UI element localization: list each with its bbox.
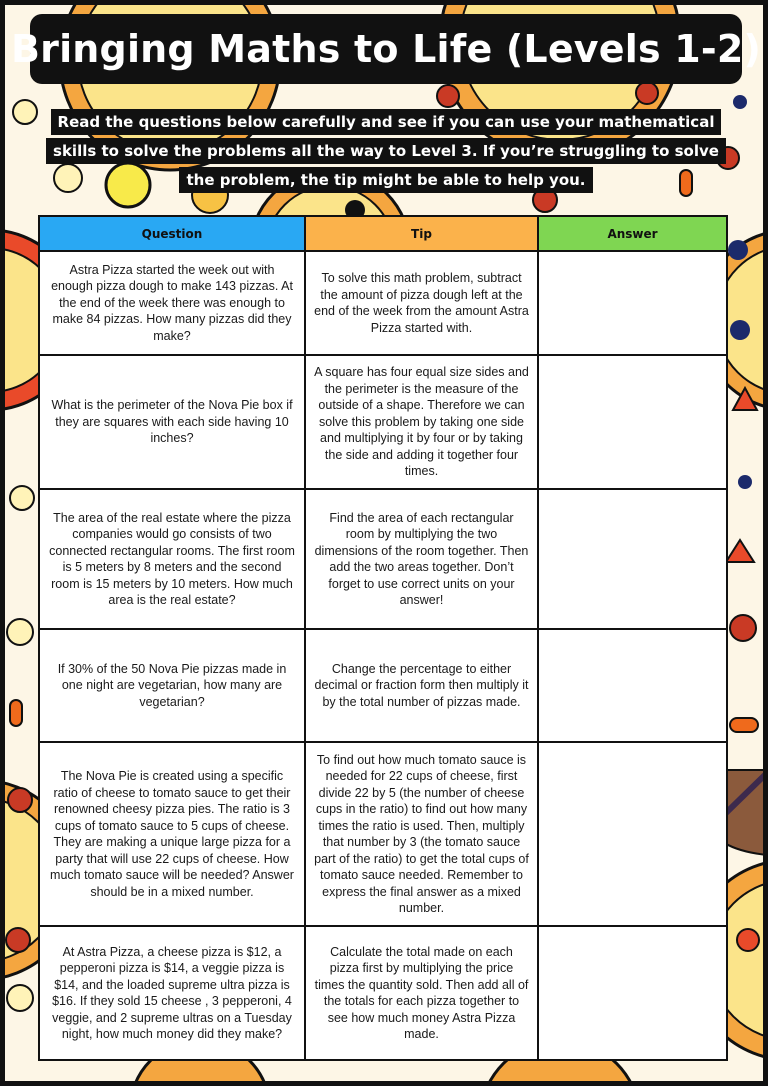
worksheet-table [38, 215, 728, 1061]
table-row [39, 742, 727, 926]
answer-cell[interactable] [538, 629, 727, 742]
question-cell: The Nova Pie is created using a specific ratio of cheese to tomato sauce to get their renowned cheesy pizza pies. The ratio is 3 cups of tomato sauce to 5 cups of cheese. They are making a unique large pizza for a party that will use 22 cups of cheese. How much tomato sauce will be needed? Answer should be in a mixed number. [39, 742, 305, 926]
question-cell: At Astra Pizza, a cheese pizza is $12, a pepperoni pizza is $14, a veggie pizza is $14, and the loaded supreme ultra pizza is $16. If they sold 15 cheese , 3 pepperoni, 4 veggie, and 2 supreme ultras on a Tuesday night, how much money did they make? [39, 926, 305, 1060]
question-cell: If 30% of the 50 Nova Pie pizzas made in one night are vegetarian, how many are vegetarian? [39, 629, 305, 742]
title-banner [10, 14, 762, 84]
table-row [39, 251, 727, 355]
answer-cell[interactable] [538, 926, 727, 1060]
tip-cell: Change the percentage to either decimal or fraction form then multiply it by the total number of pizzas made. [305, 629, 538, 742]
question-cell: The area of the real estate where the pizza companies would go consists of two connected rectangular rooms. The first room is 5 meters by 8 meters and the second room is 15 meters by 10 meters. How much area is the real estate? [39, 489, 305, 629]
tip-cell: To solve this math problem, subtract the amount of pizza dough left at the end of the week from the amount Astra Pizza started with. [305, 251, 538, 355]
instructions [36, 108, 736, 195]
table-header-row [39, 216, 727, 251]
table-row [39, 926, 727, 1060]
tip-header: Tip [305, 216, 538, 251]
table-row [39, 355, 727, 489]
answer-cell[interactable] [538, 355, 727, 489]
question-cell: What is the perimeter of the Nova Pie box if they are squares with each side having 10 inches? [39, 355, 305, 489]
tip-cell: Calculate the total made on each pizza first by multiplying the price times the quantity sold. Then add all of the totals for each pizza together to see how much money Astra Pizza made. [305, 926, 538, 1060]
table-row [39, 629, 727, 742]
table-row [39, 489, 727, 629]
question-header: Question [39, 216, 305, 251]
tip-cell: To find out how much tomato sauce is needed for 22 cups of cheese, first divide 22 by 5 (the number of cheese cups in the ratio) to find out how many times the ratio is used. Then, multiply that number by 3 (the tomato sauce part of the ratio) to get the total cups of tomato sauce needed. Remember to express the final answer as a mixed number. [305, 742, 538, 926]
page-title: Bringing Maths to Life (Levels 1-2) [10, 27, 762, 71]
answer-header: Answer [538, 216, 727, 251]
answer-cell[interactable] [538, 742, 727, 926]
instructions-text: Read the questions below carefully and see if you can use your mathematical skills to solve the problems all the way to Level 3. If you’re struggling to solve the problem, the tip might be able to help you. [46, 109, 726, 193]
tip-cell: Find the area of each rectangular room by multiplying the two dimensions of the room together. Then add the two areas together. Don’t forget to use correct units on your answer! [305, 489, 538, 629]
answer-cell[interactable] [538, 489, 727, 629]
tip-cell: A square has four equal size sides and the perimeter is the measure of the outside of a shape. Therefore we can solve this problem by taking one side and multiplying it by four or by taking the side and adding it together four times. [305, 355, 538, 489]
answer-cell[interactable] [538, 251, 727, 355]
question-cell: Astra Pizza started the week out with enough pizza dough to make 143 pizzas. At the end of the week there was enough to make 84 pizzas. How many pizzas did they make? [39, 251, 305, 355]
